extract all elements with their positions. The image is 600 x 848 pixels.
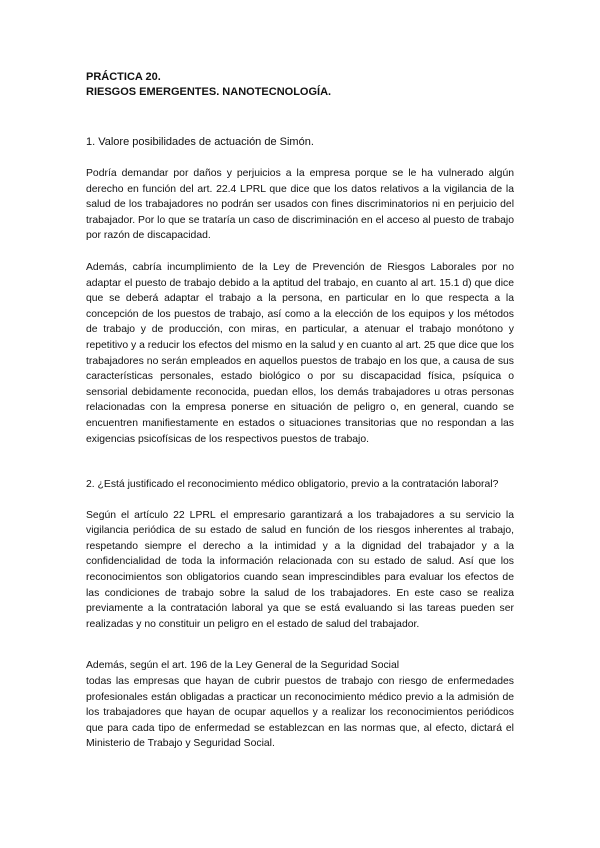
answer-1-paragraph-2: Además, cabría incumplimiento de la Ley de Prevención de Riesgos Laborales por no adaptar el puesto de trabajo debido a la aptitud del trabajo, en cuanto al art. 15.1 d) que dice que se deberá adaptar el trabajo a la persona, en particular en lo que respecta a la concepción de los puestos de trabajo, así como a la elección de los equipos y los métodos de trabajo y de producción, con miras, en particular, a atenuar el trabajo monótono y repetitivo y a reducir los efectos del mismo en la salud y en cuanto al art. 25 que dice que los trabajadores no serán empleados en aquellos puestos de trabajo en los que, a causa de sus características personales, estado biológico o por su discapacidad física, psíquica o sensorial debidamente reconocida, puedan ellos, los demás trabajadores u otras personas relacionadas con la empresa ponerse en situación de peligro o, en general, cuando se encuentren manifiestamente en estados o situaciones transitorias que no respondan a las exigencias psicofísicas de los respectivos puestos de trabajo. <box>86 261 514 445</box>
answer-2-paragraph-1: Según el artículo 22 LPRL el empresario garantizará a los trabajadores a su servicio la vigilancia periódica de su estado de salud en función de los riesgos inherentes al trabajo, respetando siempre el derecho a la intimidad y a la dignidad del trabajador y a la confidencialidad de toda la información relacionada con su estado de salud. Así que los reconocimientos son obligatorios cuando sean imprescindibles para evaluar los efectos de las condiciones de trabajo sobre la salud de los trabajadores. En este caso se realiza previamente a la contratación laboral ya que se está evaluando si las tareas pueden ser realizadas y no constituir un peligro en el estado de salud del trabajador. <box>86 509 514 630</box>
answer-2-citation-intro: Además, según el art. 196 de la Ley General de la Seguridad Social <box>86 660 400 672</box>
practice-subtitle: RIESGOS EMERGENTES. NANOTECNOLOGÍA. <box>86 86 332 98</box>
answer-1-paragraph-1: Podría demandar por daños y perjuicios a la empresa porque se le ha vulnerado algún derecho en función del art. 22.4 LPRL que dice que los datos relativos a la vigilancia de la salud de los trabajadores no podrán ser usados con fines discriminatorios ni en perjuicio del trabajador. Por lo que se trataría un caso de discriminación en el acceso al puesto de trabajo por razón de discapacidad. <box>86 168 514 242</box>
question-1: 1. Valore posibilidades de actuación de Simón. <box>86 136 314 148</box>
answer-2-citation-body: todas las empresas que hayan de cubrir puestos de trabajo con riesgo de enfermedades profesionales están obligadas a practicar un reconocimiento médico previo a la admisión de los trabajadores que hayan de ocupar aquellos y a realizar los reconocimientos periódicos que para cada tipo de enfermedad se establezcan en las normas que, al efecto, dictará el Ministerio de Trabajo y Seguridad Social. <box>86 676 514 750</box>
practice-title: PRÁCTICA 20. <box>86 71 161 83</box>
answer-2-paragraph-2 <box>86 658 514 752</box>
question-2: 2. ¿Está justificado el reconocimiento médico obligatorio, previo a la contratación laboral? <box>86 479 499 491</box>
